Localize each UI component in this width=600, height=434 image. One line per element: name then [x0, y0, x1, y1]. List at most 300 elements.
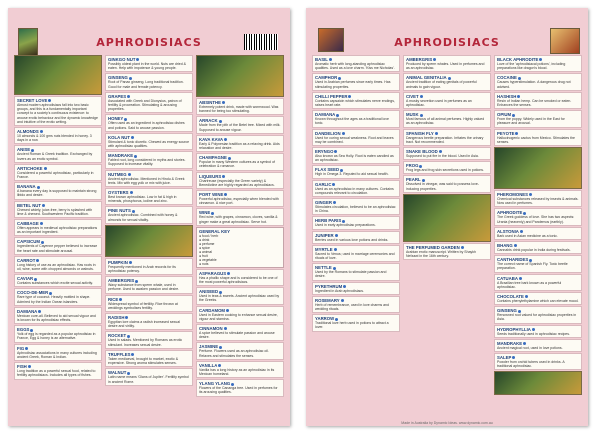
- column-3: [196, 55, 284, 418]
- entry: [494, 55, 582, 72]
- category-dot-icon: [512, 356, 515, 359]
- illustration-inset: [14, 55, 102, 95]
- entry-text: Red wine, with grapes, cinnamon, cloves, vanilla & ginger make a great aphrodisiac. Serve hot.: [199, 215, 278, 224]
- entry: [196, 98, 284, 115]
- category-dot-icon: [529, 259, 532, 262]
- entry: [14, 344, 102, 361]
- entry-name: CHILLI PEPPER: [315, 94, 397, 99]
- entry: [196, 208, 284, 225]
- entry-name: PYRETHRUM: [315, 284, 397, 289]
- category-dot-icon: [342, 220, 345, 223]
- illustration-inset: [403, 194, 491, 242]
- entry: [403, 161, 491, 174]
- entry-name: ERYNGO: [315, 149, 397, 154]
- category-dot-icon: [333, 267, 336, 270]
- left-columns: [14, 55, 284, 418]
- entry: [105, 133, 193, 150]
- entry-text: Berries used in various love potions and drinks.: [315, 237, 389, 242]
- category-dot-icon: [119, 298, 122, 301]
- category-dot-icon: [448, 77, 451, 80]
- entry-text: Used in Eastern cooking to enhance sexual desire, vigour and stamina.: [199, 312, 278, 321]
- entry-text: Associated with Greek and Dionysius, patron of fertility & procreation. Stimulating & arousing properties.: [108, 98, 182, 112]
- entry-text: Bark used in Asian medicine as a tonic.: [497, 233, 558, 238]
- entry: [14, 274, 102, 287]
- category-dot-icon: [348, 95, 351, 98]
- category-dot-icon: [523, 212, 526, 215]
- entry: [312, 129, 400, 146]
- entry: [196, 324, 284, 341]
- entry: [312, 55, 400, 72]
- entry-name: CHAMPAGNE: [199, 155, 281, 160]
- entry: [494, 306, 582, 323]
- category-dot-icon: [519, 277, 522, 280]
- entry-name: HYDROPHYLLIA: [497, 327, 579, 332]
- entry-name: AMBERGRIS: [406, 57, 488, 62]
- entry-name: GINSENG: [108, 75, 190, 80]
- entry-text: Often appears in medieval aphrodisiac preparations as an important ingredient.: [17, 226, 98, 235]
- legend-title: GENERAL KEY: [199, 228, 230, 234]
- right-columns: [312, 55, 582, 418]
- entry: [14, 127, 102, 144]
- illustration-inset: [494, 147, 582, 189]
- entry: [403, 147, 491, 160]
- entry-name: CAPSICUM: [17, 239, 99, 244]
- category-dot-icon: [40, 130, 43, 133]
- entry: [312, 198, 400, 215]
- card-title: APHRODISIACS: [394, 36, 500, 49]
- entry-text: Taken mediaeval, brought to market, exotic & expensive. Strong aroma stimulates senses.: [108, 356, 179, 366]
- entry: [105, 188, 193, 205]
- entry-name: CIVET: [406, 94, 488, 99]
- entry-name: PHEROMONES: [497, 192, 579, 197]
- entry: [494, 325, 582, 338]
- category-dot-icon: [41, 241, 44, 244]
- entry: [494, 190, 582, 207]
- entry-text: Egyptian lore claims a radish increased sexual desire and virility.: [108, 320, 180, 329]
- entry-text: Ancient aphrodisiac. Combined with honey & almonds for sexual vitality.: [108, 213, 178, 222]
- entry-text: Best known aphrodisiac. Low in fat & high in minerals, phosphorus, iodine and zinc.: [108, 195, 177, 204]
- entry: [312, 147, 400, 164]
- entry-text: Seeds traditionally used in aphrodisiac recipes.: [497, 331, 570, 336]
- entry-text: Used in Arabian perfumes since early times. Has stimulating properties.: [315, 80, 391, 89]
- entry-name: AMBERGRIS: [108, 278, 190, 283]
- entry-name: MANDRAKE: [497, 341, 579, 346]
- category-dot-icon: [338, 77, 341, 80]
- entry-name: CABBAGE: [17, 221, 99, 226]
- entry: [105, 206, 193, 223]
- entry: [312, 110, 400, 127]
- entry-text: Contains capsaicin which stimulates nerve endings, raises heart rate.: [315, 98, 395, 108]
- category-dot-icon: [219, 120, 222, 123]
- entry: [196, 135, 284, 152]
- entry-name: BLACK APHRODITE: [497, 57, 579, 62]
- entry-text: Powerful aphrodisiac, especially when blended with cinnamon. A nice port.: [199, 197, 279, 206]
- entry-name: VANILLA: [199, 363, 281, 368]
- category-dot-icon: [420, 114, 423, 117]
- entry-text: Dissolved in vinegar, was said to possess love-inducing properties.: [406, 182, 479, 191]
- entry-text: Hallucinogenic cactus from Mexico. Stimulates the senses.: [497, 135, 576, 144]
- legend-item: ● drink: [199, 237, 210, 242]
- entry-name: PEARL: [406, 177, 488, 182]
- category-dot-icon: [334, 248, 337, 251]
- legend-item: ● perfume: [199, 241, 215, 246]
- entry-name: COCO-DE-MER: [17, 290, 99, 295]
- category-dot-icon: [512, 114, 515, 117]
- entry-text: Made from the pith of the Betel tree. Mixed with milk. Supposed to arouse vigour.: [199, 123, 281, 132]
- entry-text: Perfume. Flowers used as an aphrodisiac oil. Relaxes and stimulates the senses.: [199, 349, 269, 358]
- entry-text: Renowned root valued for aphrodisiac properties in Asia.: [497, 313, 577, 322]
- entry-text: Early & Polynesian tradition as a relaxing drink. Aids relaxation and desire.: [199, 141, 280, 151]
- entry: [494, 92, 582, 109]
- entry-name: SALEP: [497, 355, 579, 360]
- entry-text: Ingredients of Cayenne pepper believed to increase the heart rate and stimulate arousal.: [17, 244, 98, 253]
- category-dot-icon: [224, 138, 227, 141]
- entry-name: SNAKE BLOOD: [406, 149, 488, 154]
- entry-text: A banana every day is supposed to maintain strong libido and desire.: [17, 189, 97, 198]
- entry-name: DAMIANA: [17, 309, 99, 314]
- category-dot-icon: [335, 234, 338, 237]
- category-dot-icon: [433, 58, 436, 61]
- entry: [403, 175, 491, 192]
- entry-text: Chemical substances released by insects & animals. Now used in perfumes.: [497, 197, 579, 206]
- entry: [494, 110, 582, 127]
- entry-text: 10 almonds & 100 gms nuts blended in honey. 3 days in a row.: [17, 134, 92, 143]
- entry-text: Used in early aphrodisiac preparations.: [315, 223, 376, 228]
- entry: [403, 243, 491, 260]
- entry-text: Dangerous beetle preparation. Irritates the urinary tract. Not recommended.: [406, 135, 484, 144]
- column-3: [494, 55, 582, 418]
- entry-text: Latin name means 'Glans of Jupiter'. Fertility symbol in ancient Rome.: [108, 375, 189, 384]
- entry-text: A musky secretion used in perfumes as an aphrodisiac.: [406, 98, 472, 108]
- entry-text: Long history of use as an aphrodisiac. Has roots in oil, wine, some with chopped almonds or walnuts.: [17, 262, 96, 272]
- entry: [14, 164, 102, 181]
- entry: [105, 331, 193, 348]
- entry: [494, 227, 582, 240]
- category-dot-icon: [343, 285, 346, 288]
- entry-text: Popular in many Western cultures as a symbol of celebration & romance.: [199, 160, 275, 169]
- entry-text: Frog legs and frog skin secretions used in potions.: [406, 168, 485, 173]
- entry: [196, 342, 284, 359]
- category-dot-icon: [30, 329, 33, 332]
- category-dot-icon: [136, 58, 139, 61]
- legend-item: ● fruit: [199, 253, 208, 258]
- entry-text: Supposed to put fire in the blood. Used in Asia.: [406, 154, 479, 159]
- entry: [105, 114, 193, 131]
- category-dot-icon: [127, 335, 130, 338]
- entry: [494, 292, 582, 305]
- entry-name: GINGER: [315, 200, 397, 205]
- entry-text: Ancient Roman & Greek tradition. Exchanged by lovers as an erotic symbol.: [17, 152, 93, 161]
- entry-name: ALMONDS: [17, 129, 99, 134]
- entry: [312, 73, 400, 90]
- entry: [494, 73, 582, 90]
- entry-name: KOLA NUT: [108, 135, 190, 140]
- card-title: APHRODISIACS: [96, 36, 202, 49]
- category-dot-icon: [529, 193, 532, 196]
- illustration-inset: [196, 55, 284, 97]
- entry-text: Most famous of all animal perfumes. Highly valued as an aphrodisiac.: [406, 117, 485, 126]
- entry: [403, 73, 491, 90]
- entry: [105, 258, 193, 275]
- entry: [196, 269, 284, 286]
- entry-text: Yolk of egg is regarded as a popular aphrodisiac in France, Egg & honey is an alternative.: [17, 332, 96, 341]
- illustration-inset: [105, 225, 193, 257]
- entry: [494, 255, 582, 272]
- entry-name: FLAX SEED: [315, 167, 397, 172]
- entry-name: SECRET LOVE: [17, 98, 99, 103]
- entry-text: Contains substances which excite sexual activity.: [17, 281, 93, 286]
- entry-text: Rare type of coconut. Heavily mottled in shape. Admired by the Indian Ocean islanders.: [17, 295, 91, 304]
- entry-name: ANISEED: [199, 289, 281, 294]
- category-dot-icon: [135, 280, 138, 283]
- category-dot-icon: [31, 149, 34, 152]
- entry-name: CAMPHOR: [315, 75, 397, 80]
- entry-name: CAVIAR: [17, 276, 99, 281]
- entry-text: Sacred to Venus; used in marriage ceremonies and rituals of love.: [315, 251, 395, 261]
- entry-name: GINSENG: [497, 308, 579, 313]
- category-dot-icon: [211, 212, 214, 215]
- column-1: [312, 55, 400, 418]
- entry-text: Herb of remembrance, used in love charms and wedding rituals.: [315, 302, 389, 312]
- category-dot-icon: [342, 132, 345, 135]
- entry-text: Stimulant & tonic diuretic. Chewed as energy source with aphrodisiac qualities.: [108, 139, 190, 149]
- entry-text: Used in salads. Mentioned by Romans as erotic stimulant. Increases sexual desire.: [108, 338, 183, 347]
- entry-text: Stimulates circulation, believed to be an aphrodisiac in China.: [315, 205, 396, 214]
- entry: [312, 231, 400, 244]
- entry-name: GINKGO NUT: [108, 57, 190, 62]
- title-picture-right-2: [550, 28, 580, 54]
- entry: [196, 190, 284, 207]
- entry: [14, 145, 102, 162]
- category-dot-icon: [461, 246, 464, 249]
- category-dot-icon: [36, 259, 39, 262]
- entry-name: ARRACK: [199, 118, 281, 123]
- entry-name: FROG: [406, 163, 488, 168]
- entry-name: DAMIANA: [315, 112, 397, 117]
- illustration-inset: [494, 371, 582, 395]
- entry: [14, 182, 102, 199]
- entry-text: From the poppy. Widely used in the East for pleasure and arousal.: [497, 117, 565, 126]
- entry-text: Used by the Romans to stimulate passion and desire.: [315, 270, 387, 279]
- entry-name: NETTLE: [315, 265, 397, 270]
- category-dot-icon: [44, 167, 47, 170]
- entry-name: LIQUEURS: [199, 174, 281, 179]
- entry-name: HASHISH: [497, 94, 579, 99]
- category-dot-icon: [42, 204, 45, 207]
- category-dot-icon: [523, 342, 526, 345]
- category-dot-icon: [419, 165, 422, 168]
- entry-text: The Greek goddess of love. She has two aspects: Urania (heavenly) and Pandemos (earthly).: [497, 215, 575, 224]
- category-dot-icon: [224, 327, 227, 330]
- entry-text: Aphrodisiac associations in many cultures including ancient Greek, Roman & Indian.: [17, 350, 97, 359]
- entry-name: PINE NUTS: [108, 208, 190, 213]
- entry-name: YARROW: [315, 316, 397, 321]
- entry: [105, 276, 193, 293]
- entry-name: WALNUT: [108, 370, 190, 375]
- entry-name: COCAINE: [497, 75, 579, 80]
- entry-name: RADISH: [108, 315, 190, 320]
- entry-text: Aromatic herb with long-standing aphrodisiac qualities. Used as a love charm. 'Kiss me Nicholas'.: [315, 62, 395, 71]
- entry-text: Ancient aphrodisiac. Mentioned in Hindu & Greek texts. Mix with egg yolk or mix with juice.: [108, 176, 185, 185]
- category-dot-icon: [222, 175, 225, 178]
- entry-text: Flowers of the Cananga tree. Used in perfumes for its arousing qualities.: [199, 386, 278, 395]
- entry: [105, 73, 193, 90]
- entry: [312, 282, 400, 295]
- category-dot-icon: [34, 278, 37, 281]
- entry: [14, 325, 102, 342]
- category-dot-icon: [514, 244, 517, 247]
- category-dot-icon: [525, 295, 528, 298]
- category-dot-icon: [231, 383, 234, 386]
- entry: [14, 307, 102, 324]
- entry-text: Contains phenylethylamine which can elevate mood.: [497, 299, 579, 304]
- entry: [494, 129, 582, 146]
- entry-name: HONEY: [108, 116, 190, 121]
- entry-text: Known throughout the ages as a traditional love tonic.: [315, 117, 389, 126]
- entry: [312, 296, 400, 313]
- category-dot-icon: [420, 95, 423, 98]
- entry-text: Often used as an ingredient in aphrodisiac dishes and potions. Said to arouse passion.: [108, 121, 185, 130]
- entry-text: Causes hyperstimulation. A dangerous drug not advised.: [497, 80, 571, 89]
- category-dot-icon: [333, 201, 336, 204]
- entry-text: Produced by sperm whales. Used in perfumes and as an aphrodisiac.: [406, 62, 485, 71]
- entry-name: THE PERFUMED GARDEN: [406, 245, 488, 250]
- column-2: [403, 55, 491, 418]
- category-dot-icon: [518, 77, 521, 80]
- column-2: [105, 55, 193, 418]
- entry: [312, 263, 400, 280]
- entry: [494, 339, 582, 352]
- entry-text: Widespread symbol of fertility. Rice thrown at weddings symbolises fertility.: [108, 301, 178, 310]
- category-dot-icon: [218, 364, 221, 367]
- entry: [196, 116, 284, 133]
- entry-name: PUMPKIN: [108, 260, 190, 265]
- entry-text: Has a phallic shape and is considered to be one of the most powerful aphrodisiacs.: [199, 275, 278, 285]
- entry: [403, 55, 491, 72]
- category-dot-icon: [132, 210, 135, 213]
- entry-name: CHOCOLATE: [497, 294, 579, 299]
- entry-text: Root of Panax ginseng. Long traditional tradition. Good for male and female potency.: [108, 80, 184, 89]
- entry-text: Extremely potent drink, made with wormwood. Was banned for being too stimulating.: [199, 105, 279, 114]
- entry-name: ASPARAGUS: [199, 271, 281, 276]
- entry: [14, 288, 102, 305]
- category-dot-icon: [127, 95, 130, 98]
- category-dot-icon: [518, 310, 521, 313]
- legend-item: ● animal: [199, 249, 212, 254]
- category-dot-icon: [125, 316, 128, 319]
- entry: [105, 151, 193, 168]
- entry-name: EGGS: [17, 327, 99, 332]
- entry-text: Resin of Indian hemp. Can be smoked or eaten. Enhances the senses.: [497, 98, 572, 108]
- entry: [494, 208, 582, 225]
- category-dot-icon: [131, 136, 134, 139]
- entry-text: Traditional love herb used in potions to attract a lover.: [315, 321, 389, 330]
- entry: [312, 92, 400, 109]
- entry: [105, 368, 193, 385]
- category-dot-icon: [49, 292, 52, 295]
- entry-name: PORT WINE: [199, 192, 281, 197]
- entry-name: GARLIC: [315, 182, 397, 187]
- entry: [105, 295, 193, 312]
- entry-text: Frequently mentioned in Arab records for its aphrodisiac potency.: [108, 264, 176, 274]
- category-dot-icon: [37, 186, 40, 189]
- entry-name: YLANG YLANG: [199, 381, 281, 386]
- category-dot-icon: [124, 118, 127, 121]
- entry-text: Used for curing sexual weakness. Root and leaves may be combined.: [315, 135, 394, 144]
- entry-name: MYRTLE: [315, 247, 397, 252]
- entry-name: DANDELION: [315, 131, 397, 136]
- entry: [14, 362, 102, 379]
- category-dot-icon: [127, 372, 130, 375]
- entry: [196, 306, 284, 323]
- entry-text: Chartreuse (especially the Green variety) & Benedictine are highly regarded as aphrodisiacs.: [199, 178, 275, 187]
- category-dot-icon: [219, 291, 222, 294]
- category-dot-icon: [334, 150, 337, 153]
- category-dot-icon: [515, 132, 518, 135]
- entry-text: Considered a powerful aphrodisiac, particularly in France.: [17, 170, 94, 180]
- entry: [196, 153, 284, 170]
- entry: [105, 313, 193, 330]
- entry: [494, 274, 582, 291]
- category-dot-icon: [228, 157, 231, 160]
- category-dot-icon: [134, 155, 137, 158]
- category-dot-icon: [28, 365, 31, 368]
- entry-name: FIG: [17, 346, 99, 351]
- category-dot-icon: [340, 169, 343, 172]
- right-card: [306, 8, 588, 426]
- entry-text: Arabian erotic manuscript. Written by Shaykh Nefzawi in the 16th century.: [406, 249, 476, 259]
- legend-item: ● spice: [199, 245, 210, 250]
- category-dot-icon: [335, 318, 338, 321]
- footer-text: Made in Australia by Dynamic Ideas. www.dynamic.com.au: [401, 421, 493, 425]
- category-dot-icon: [517, 95, 520, 98]
- entry: [312, 165, 400, 178]
- entry-name: WINE: [199, 210, 281, 215]
- category-dot-icon: [25, 347, 28, 350]
- category-dot-icon: [532, 328, 535, 331]
- entry-name: JASMINE: [199, 344, 281, 349]
- entry-name: CINNAMON: [199, 326, 281, 331]
- category-dot-icon: [38, 310, 41, 313]
- entry-text: Ancient magical root, used in love potions.: [497, 345, 563, 350]
- entry: [105, 170, 193, 187]
- category-dot-icon: [128, 173, 131, 176]
- entry: [105, 92, 193, 114]
- entry-text: Mexican cure-all. Believed to aid sexual vigour and is known for its aphrodisiac effects.: [17, 313, 96, 323]
- entry: [312, 245, 400, 262]
- entry: [14, 201, 102, 218]
- entry-text: Possibly oldest plant in the world. Nuts are dried & eaten. Help with impotence & young people.: [108, 62, 187, 71]
- entry-name: FISH: [17, 364, 99, 369]
- entry-name: CANTHARIDES: [497, 257, 579, 262]
- entry-text: A spice believed to stimulate passion and arouse desire.: [199, 331, 275, 340]
- category-dot-icon: [341, 299, 344, 302]
- entry: [105, 55, 193, 72]
- entry-text: Fabled root, long considered in myths and stories. Supposed to increase vitality.: [108, 158, 186, 167]
- entry-text: High in Omega 3. Reputed to aid sexual health.: [315, 172, 389, 177]
- entry-name: BASIL: [315, 57, 397, 62]
- category-dot-icon: [332, 183, 335, 186]
- entry: [196, 361, 284, 378]
- entry-text: Cannabis drink popular in India during festivals.: [497, 248, 571, 253]
- entry-name: BANANA: [17, 184, 99, 189]
- entry-name: BHANG: [497, 243, 579, 248]
- entry-text: Ingredient in Arab aphrodisiacs.: [315, 288, 365, 293]
- entry: [14, 237, 102, 254]
- entry-text: Love of the 'aphrodisiacal potions', including preparations like dragon's blood.: [497, 62, 566, 71]
- entry-name: MANDRAKE: [108, 153, 190, 158]
- category-dot-icon: [336, 114, 339, 117]
